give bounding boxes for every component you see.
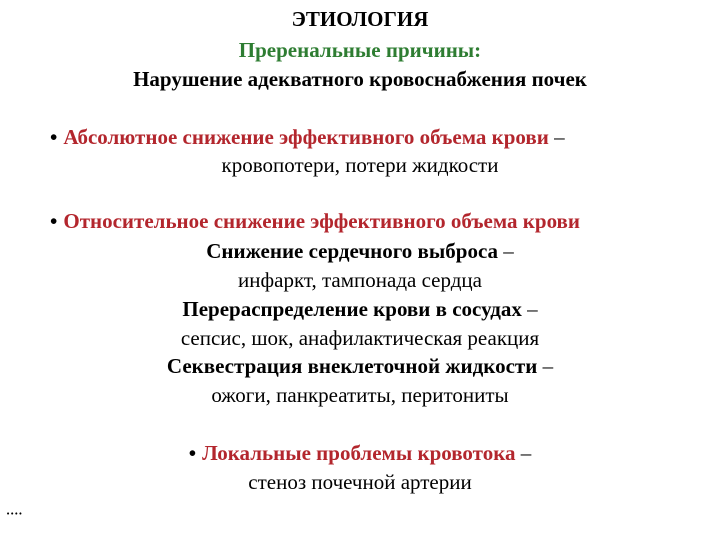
list-item-detail: кровопотери, потери жидкости xyxy=(221,153,499,177)
slide-subtitle: Преренальные причины: xyxy=(238,38,482,62)
list-item-label: Абсолютное снижение эффективного объема крови xyxy=(63,125,549,149)
subitem-label: Перераспределение крови в сосудах xyxy=(182,297,522,321)
bullet-icon: • xyxy=(188,441,197,465)
subitem-dash: – xyxy=(537,354,554,378)
subitem-redistribution xyxy=(0,296,720,322)
subitem-detail: сепсис, шок, анафилактическая реакция xyxy=(180,326,540,350)
list-item-absolute-decrease xyxy=(50,124,690,150)
list-item-detail: стеноз почечной артерии xyxy=(248,470,472,494)
subitem-dash: – xyxy=(521,297,538,321)
subitem-sequestration xyxy=(0,353,720,379)
subitem-detail: инфаркт, тампонада сердца xyxy=(238,268,482,292)
footer-mark: •••• xyxy=(6,510,23,518)
subitem-dash: – xyxy=(498,239,514,263)
subitem-detail: ожоги, панкреатиты, перитониты xyxy=(211,383,509,407)
list-item-label: Относительное снижение эффективного объема крови xyxy=(63,209,580,233)
section-heading: Нарушение адекватного кровоснабжения почек xyxy=(133,67,587,91)
list-item-local-problems xyxy=(0,440,720,466)
bullet-icon: • xyxy=(50,209,58,233)
list-item-dash: – xyxy=(548,125,565,149)
list-item-dash: – xyxy=(515,441,532,465)
subitem-label: Снижение сердечного выброса xyxy=(206,239,499,263)
subitem-label: Секвестрация внеклеточной жидкости xyxy=(166,354,538,378)
bullet-icon: • xyxy=(50,125,58,149)
slide-title: ЭТИОЛОГИЯ xyxy=(291,7,429,31)
subitem-cardiac-output xyxy=(0,238,720,264)
list-item-label: Локальные проблемы кровотока xyxy=(202,441,516,465)
list-item-relative-decrease xyxy=(50,208,690,234)
